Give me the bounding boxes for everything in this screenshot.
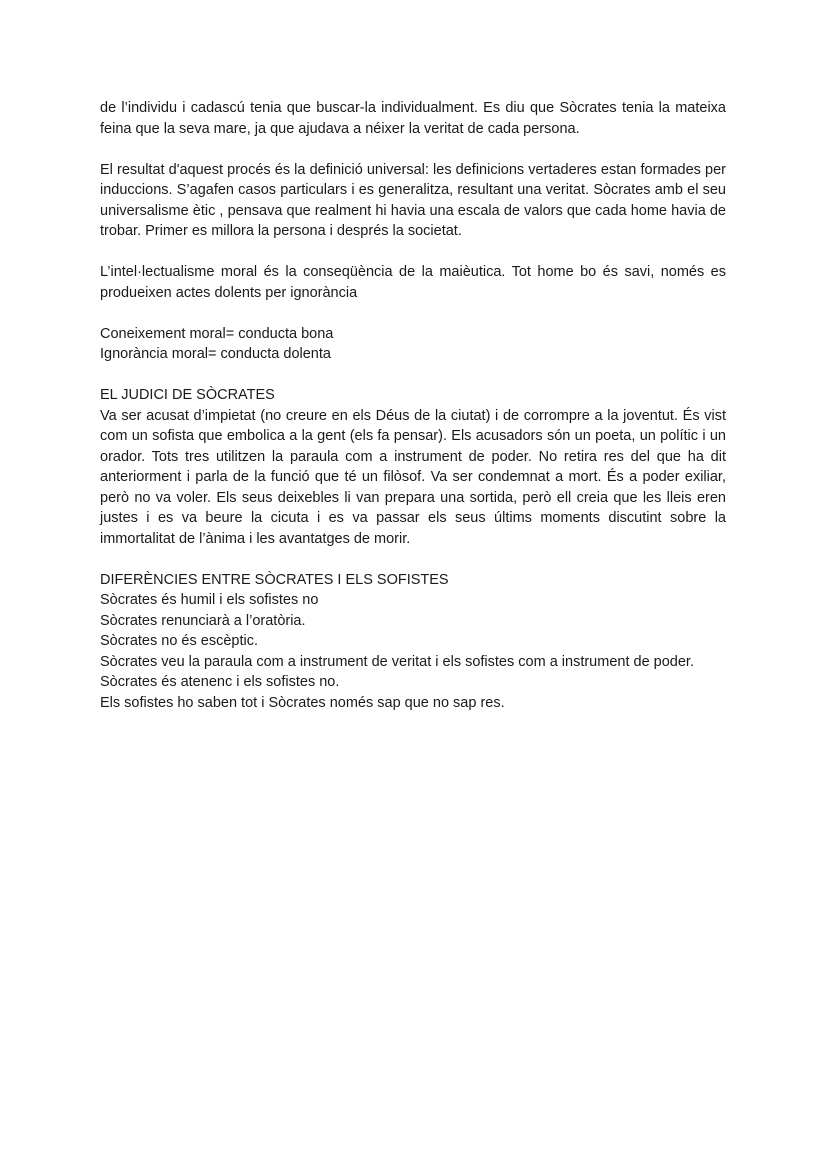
list-item: Sòcrates renunciarà a l’oratòria. bbox=[100, 612, 306, 629]
diferencies-list bbox=[100, 590, 726, 713]
list-item: Sòcrates és atenenc i els sofistes no. bbox=[100, 674, 340, 690]
section-heading-diferencies: DIFERÈNCIES ENTRE SÒCRATES I ELS SOFISTES bbox=[100, 571, 449, 588]
paragraph-intellectualisme: L’intel·lectualisme moral és la conseqüència de la maièutica. Tot home bo és savi, només es produeixen actes dolents per ignorància bbox=[100, 264, 726, 301]
list-item: Sòcrates no és escèptic. bbox=[100, 633, 258, 649]
list-item: Sòcrates és humil i els sofistes no bbox=[100, 592, 319, 608]
section-judici bbox=[100, 385, 726, 549]
section-heading-judici: EL JUDICI DE SÒCRATES bbox=[100, 387, 275, 403]
moral-equations bbox=[100, 324, 726, 365]
list-item: Els sofistes ho saben tot i Sòcrates només sap que no sap res. bbox=[100, 694, 505, 711]
equation-coneixement: Coneixement moral= conducta bona bbox=[100, 325, 334, 342]
paragraph-definicio-universal: El resultat d'aquest procés és la definició universal: les definicions vertaderes estan formades per induccions. S’agafen casos particulars i es generalitza, resultant una veritat. Sòcrates amb el seu universalisme ètic , pensava que realment hi havia una escala de valors que cada home havia de trobar. Primer es millora la persona i després la societat. bbox=[100, 161, 726, 239]
paragraph-maieutica-end: de l’individu i cadascú tenia que buscar-la individualment. Es diu que Sòcrates tenia la mateixa feina que la seva mare, ja que ajudava a néixer la veritat de cada persona. bbox=[100, 100, 726, 137]
equation-ignorancia: Ignorància moral= conducta dolenta bbox=[100, 346, 331, 362]
list-item: Sòcrates veu la paraula com a instrument de veritat i els sofistes com a instrument de poder. bbox=[100, 653, 694, 670]
document-page bbox=[100, 98, 726, 713]
section-diferencies bbox=[100, 570, 726, 714]
paragraph-judici: Va ser acusat d’impietat (no creure en els Déus de la ciutat) i de corrompre a la joventut. És vist com un sofista que embolica a la gent (els fa pensar). Els acusadors són un poeta, un polític i un orador. Tots tres utilitzen la paraula com a instrument de poder. No retira res del que ha dit anteriorment i parla de la funció que té un filòsof. Va ser condemnat a mort. És a poder exiliar, però no va voler. Els seus deixebles li van prepara una sortida, però ell creia que les lleis eren justes i es va beure la cicuta i es va passar els seus últims moments discutint sobre la immortalitat de l’ànima i les avantatges de morir. bbox=[100, 407, 726, 547]
